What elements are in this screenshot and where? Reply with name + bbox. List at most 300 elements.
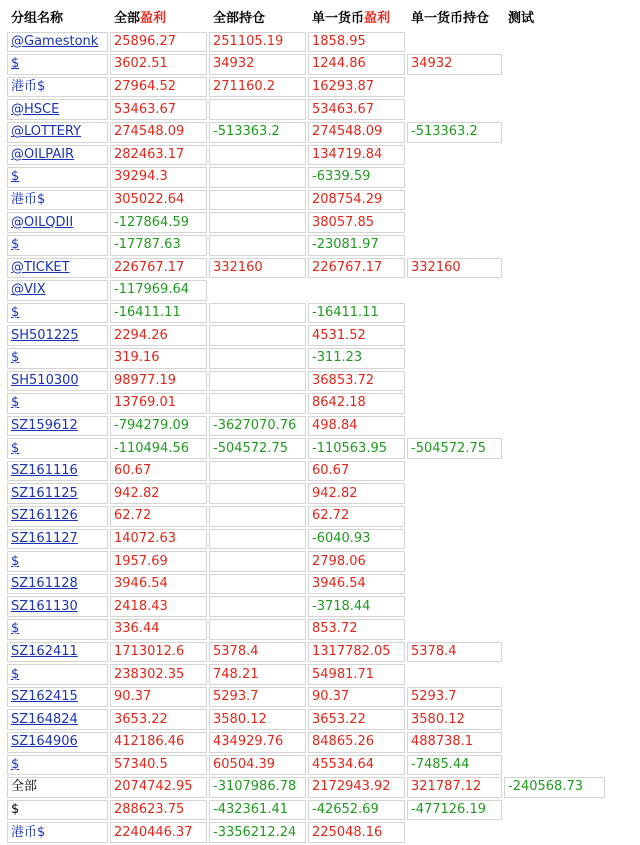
- value-cell: -513363.2: [209, 122, 306, 143]
- value-cell: -127864.59: [110, 212, 207, 233]
- table-row: [7, 529, 605, 550]
- value-cell: 5378.4: [407, 642, 502, 663]
- empty-cell: [504, 167, 605, 188]
- value-cell: 53463.67: [110, 99, 207, 120]
- table-row: [7, 642, 605, 663]
- empty-cell: [504, 416, 605, 437]
- table-row: [7, 99, 605, 120]
- group-name-cell[interactable]: [7, 303, 108, 324]
- group-link[interactable]: $: [11, 237, 20, 253]
- value-cell: [209, 551, 306, 572]
- empty-cell: [504, 506, 605, 527]
- group-label: 港币$: [11, 824, 46, 840]
- empty-cell: [504, 483, 605, 504]
- group-name-cell: [7, 777, 108, 798]
- table-row: [7, 212, 605, 233]
- column-header: [407, 9, 502, 30]
- value-cell: 226767.17: [308, 258, 405, 279]
- value-cell: -6040.93: [308, 529, 405, 550]
- value-cell: 434929.76: [209, 732, 306, 753]
- group-label: $: [11, 802, 20, 818]
- value-cell: -117969.64: [110, 280, 207, 301]
- table-row: [7, 145, 605, 166]
- value-cell: 332160: [209, 258, 306, 279]
- empty-cell: [407, 619, 502, 640]
- value-cell: -477126.19: [407, 800, 502, 821]
- group-name-cell[interactable]: [7, 348, 108, 369]
- table-row: [7, 348, 605, 369]
- table-body: [7, 32, 605, 843]
- group-link[interactable]: SZ162415: [11, 689, 78, 705]
- value-cell: -432361.41: [209, 800, 306, 821]
- value-cell: 282463.17: [110, 145, 207, 166]
- empty-cell: [504, 755, 605, 776]
- group-link[interactable]: $: [11, 305, 20, 321]
- group-name-cell[interactable]: [7, 619, 108, 640]
- table-row: [7, 167, 605, 188]
- group-link[interactable]: @Gamestonk: [11, 33, 99, 49]
- group-link[interactable]: @VIX: [11, 282, 46, 298]
- table-row: [7, 800, 605, 821]
- value-cell: 3580.12: [407, 709, 502, 730]
- group-link[interactable]: @TICKET: [11, 259, 70, 275]
- empty-cell: [504, 190, 605, 211]
- value-cell: 4531.52: [308, 325, 405, 346]
- value-cell: 3653.22: [308, 709, 405, 730]
- group-link[interactable]: $: [11, 169, 20, 185]
- group-name-cell[interactable]: [7, 551, 108, 572]
- empty-cell: [407, 393, 502, 414]
- group-link[interactable]: $: [11, 553, 20, 569]
- group-name-cell[interactable]: [7, 732, 108, 753]
- empty-cell: [504, 709, 605, 730]
- value-cell: 1317782.05: [308, 642, 405, 663]
- value-cell: 942.82: [308, 483, 405, 504]
- empty-cell: [504, 732, 605, 753]
- group-label: 全部: [11, 779, 38, 795]
- empty-cell: [407, 303, 502, 324]
- value-cell: 498.84: [308, 416, 405, 437]
- empty-cell: [504, 212, 605, 233]
- empty-cell: [504, 348, 605, 369]
- value-cell: [209, 529, 306, 550]
- value-cell: 412186.46: [110, 732, 207, 753]
- value-cell: 5293.7: [407, 687, 502, 708]
- table-row: [7, 732, 605, 753]
- value-cell: [209, 145, 306, 166]
- value-cell: 274548.09: [308, 122, 405, 143]
- group-name-cell[interactable]: [7, 280, 108, 301]
- value-cell: 226767.17: [110, 258, 207, 279]
- value-cell: 288623.75: [110, 800, 207, 821]
- column-header: [110, 9, 207, 30]
- table-row: [7, 664, 605, 685]
- value-cell: [209, 190, 306, 211]
- group-name-cell[interactable]: [7, 596, 108, 617]
- column-header: [504, 9, 605, 30]
- empty-cell: [407, 167, 502, 188]
- value-cell: 2074742.95: [110, 777, 207, 798]
- value-cell: 60.67: [308, 461, 405, 482]
- empty-cell: [504, 393, 605, 414]
- group-link[interactable]: SZ161126: [11, 508, 78, 524]
- value-cell: 62.72: [308, 506, 405, 527]
- value-cell: -17787.63: [110, 235, 207, 256]
- group-name-cell[interactable]: [7, 212, 108, 233]
- value-cell: 2172943.92: [308, 777, 405, 798]
- group-link[interactable]: SZ161125: [11, 485, 78, 501]
- value-cell: 251105.19: [209, 32, 306, 53]
- table-row: [7, 574, 605, 595]
- table-row: [7, 393, 605, 414]
- value-cell: 60.67: [110, 461, 207, 482]
- group-link[interactable]: SZ159612: [11, 417, 78, 433]
- table-row: [7, 416, 605, 437]
- value-cell: 14072.63: [110, 529, 207, 550]
- group-link[interactable]: $: [11, 395, 20, 411]
- value-cell: -110563.95: [308, 438, 405, 459]
- empty-cell: [308, 280, 405, 301]
- empty-cell: [504, 574, 605, 595]
- empty-cell: [407, 325, 502, 346]
- group-link[interactable]: SZ164906: [11, 734, 78, 750]
- value-cell: 1244.86: [308, 54, 405, 75]
- value-cell: -504572.75: [407, 438, 502, 459]
- value-cell: 134719.84: [308, 145, 405, 166]
- header-text: 全部: [114, 11, 141, 27]
- table-row: [7, 258, 605, 279]
- value-cell: 2798.06: [308, 551, 405, 572]
- group-name-cell[interactable]: [7, 145, 108, 166]
- empty-cell: [504, 54, 605, 75]
- value-cell: 332160: [407, 258, 502, 279]
- empty-cell: [407, 99, 502, 120]
- value-cell: 62.72: [110, 506, 207, 527]
- empty-cell: [504, 461, 605, 482]
- value-cell: 319.16: [110, 348, 207, 369]
- value-cell: 16293.87: [308, 77, 405, 98]
- value-cell: 1713012.6: [110, 642, 207, 663]
- value-cell: 25896.27: [110, 32, 207, 53]
- group-name-cell[interactable]: [7, 235, 108, 256]
- value-cell: [209, 596, 306, 617]
- value-cell: 3602.51: [110, 54, 207, 75]
- value-cell: 3653.22: [110, 709, 207, 730]
- group-link[interactable]: SH510300: [11, 372, 79, 388]
- empty-cell: [504, 99, 605, 120]
- header-highlight: 盈利: [364, 11, 391, 27]
- group-name-cell[interactable]: [7, 325, 108, 346]
- group-name-cell: [7, 77, 108, 98]
- table-row: [7, 596, 605, 617]
- value-cell: [209, 212, 306, 233]
- group-link[interactable]: SZ161128: [11, 576, 78, 592]
- value-cell: 34932: [209, 54, 306, 75]
- empty-cell: [504, 235, 605, 256]
- value-cell: 3946.54: [110, 574, 207, 595]
- value-cell: 98977.19: [110, 371, 207, 392]
- value-cell: 2418.43: [110, 596, 207, 617]
- value-cell: [209, 303, 306, 324]
- empty-cell: [407, 551, 502, 572]
- value-cell: [209, 99, 306, 120]
- group-name-cell[interactable]: [7, 755, 108, 776]
- table-row: [7, 438, 605, 459]
- empty-cell: [504, 325, 605, 346]
- empty-cell: [407, 461, 502, 482]
- header-text: 单一货币持仓: [411, 11, 490, 27]
- value-cell: 60504.39: [209, 755, 306, 776]
- table-row: [7, 687, 605, 708]
- value-cell: 1957.69: [110, 551, 207, 572]
- group-link[interactable]: $: [11, 666, 20, 682]
- empty-cell: [504, 551, 605, 572]
- empty-cell: [504, 145, 605, 166]
- value-cell: 271160.2: [209, 77, 306, 98]
- value-cell: 853.72: [308, 619, 405, 640]
- empty-cell: [504, 438, 605, 459]
- value-cell: 45534.64: [308, 755, 405, 776]
- table-row: [7, 190, 605, 211]
- value-cell: 208754.29: [308, 190, 405, 211]
- empty-cell: [504, 280, 605, 301]
- group-name-cell[interactable]: [7, 99, 108, 120]
- column-header: [209, 9, 306, 30]
- table-row: [7, 777, 605, 798]
- table-row: [7, 325, 605, 346]
- value-cell: 2294.26: [110, 325, 207, 346]
- group-label: 港币$: [11, 79, 46, 95]
- table-row: [7, 461, 605, 482]
- empty-cell: [504, 800, 605, 821]
- empty-cell: [407, 235, 502, 256]
- value-cell: -513363.2: [407, 122, 502, 143]
- value-cell: 488738.1: [407, 732, 502, 753]
- value-cell: 321787.12: [407, 777, 502, 798]
- value-cell: 5293.7: [209, 687, 306, 708]
- group-name-cell[interactable]: [7, 393, 108, 414]
- group-name-cell: [7, 190, 108, 211]
- empty-cell: [407, 416, 502, 437]
- group-name-cell[interactable]: [7, 506, 108, 527]
- empty-cell: [504, 619, 605, 640]
- empty-cell: [504, 642, 605, 663]
- empty-cell: [504, 596, 605, 617]
- value-cell: -794279.09: [110, 416, 207, 437]
- group-link[interactable]: SZ161127: [11, 530, 78, 546]
- table-row: [7, 619, 605, 640]
- empty-cell: [504, 122, 605, 143]
- header-text: 全部持仓: [213, 11, 266, 27]
- group-link[interactable]: @LOTTERY: [11, 124, 82, 140]
- value-cell: 3580.12: [209, 709, 306, 730]
- table-row: [7, 371, 605, 392]
- group-name-cell[interactable]: [7, 32, 108, 53]
- empty-cell: [209, 280, 306, 301]
- header-text: 分组名称: [11, 11, 64, 27]
- value-cell: 90.37: [308, 687, 405, 708]
- empty-cell: [504, 303, 605, 324]
- group-label: 港币$: [11, 192, 46, 208]
- header-row: [7, 9, 605, 30]
- group-name-cell: [7, 822, 108, 843]
- group-link[interactable]: @OILPAIR: [11, 146, 75, 162]
- group-link[interactable]: SZ161130: [11, 598, 78, 614]
- empty-cell: [407, 371, 502, 392]
- value-cell: 225048.16: [308, 822, 405, 843]
- group-name-cell[interactable]: [7, 258, 108, 279]
- table-row: [7, 303, 605, 324]
- value-cell: [209, 461, 306, 482]
- group-link[interactable]: SH501225: [11, 327, 79, 343]
- column-header: [308, 9, 405, 30]
- value-cell: 90.37: [110, 687, 207, 708]
- table-row: [7, 280, 605, 301]
- value-cell: [209, 574, 306, 595]
- value-cell: [209, 325, 306, 346]
- value-cell: -23081.97: [308, 235, 405, 256]
- group-name-cell[interactable]: [7, 483, 108, 504]
- empty-cell: [407, 145, 502, 166]
- empty-cell: [504, 258, 605, 279]
- table-row: [7, 709, 605, 730]
- empty-cell: [407, 596, 502, 617]
- value-cell: -3627070.76: [209, 416, 306, 437]
- group-name-cell[interactable]: [7, 461, 108, 482]
- group-link[interactable]: @OILQDII: [11, 214, 74, 230]
- group-link[interactable]: SZ164824: [11, 711, 78, 727]
- group-name-cell[interactable]: [7, 416, 108, 437]
- table-row: [7, 506, 605, 527]
- value-cell: [209, 506, 306, 527]
- empty-cell: [504, 77, 605, 98]
- value-cell: 1858.95: [308, 32, 405, 53]
- group-name-cell[interactable]: [7, 122, 108, 143]
- value-cell: 8642.18: [308, 393, 405, 414]
- empty-cell: [407, 32, 502, 53]
- empty-cell: [504, 664, 605, 685]
- group-name-cell[interactable]: [7, 709, 108, 730]
- value-cell: -6339.59: [308, 167, 405, 188]
- table-row: [7, 32, 605, 53]
- table-row: [7, 755, 605, 776]
- group-name-cell[interactable]: [7, 371, 108, 392]
- empty-cell: [407, 77, 502, 98]
- empty-cell: [504, 687, 605, 708]
- value-cell: -504572.75: [209, 438, 306, 459]
- value-cell: -16411.11: [308, 303, 405, 324]
- value-cell: -110494.56: [110, 438, 207, 459]
- value-cell: 238302.35: [110, 664, 207, 685]
- value-cell: [209, 619, 306, 640]
- value-cell: 54981.71: [308, 664, 405, 685]
- group-name-cell[interactable]: [7, 664, 108, 685]
- value-cell: -3718.44: [308, 596, 405, 617]
- group-name-cell[interactable]: [7, 574, 108, 595]
- value-cell: -3356212.24: [209, 822, 306, 843]
- group-link[interactable]: SZ162411: [11, 643, 78, 659]
- group-link[interactable]: SZ161116: [11, 463, 78, 479]
- value-cell: 53463.67: [308, 99, 405, 120]
- empty-cell: [504, 822, 605, 843]
- group-link[interactable]: @HSCE: [11, 101, 60, 117]
- table-row: [7, 822, 605, 843]
- value-cell: 34932: [407, 54, 502, 75]
- table-row: [7, 122, 605, 143]
- value-cell: [209, 393, 306, 414]
- empty-cell: [407, 574, 502, 595]
- value-cell: 3946.54: [308, 574, 405, 595]
- empty-cell: [504, 32, 605, 53]
- group-link[interactable]: $: [11, 350, 20, 366]
- value-cell: -311.23: [308, 348, 405, 369]
- table-row: [7, 235, 605, 256]
- table-row: [7, 77, 605, 98]
- empty-cell: [504, 529, 605, 550]
- table-row: [7, 483, 605, 504]
- value-cell: 5378.4: [209, 642, 306, 663]
- empty-cell: [407, 664, 502, 685]
- value-cell: 36853.72: [308, 371, 405, 392]
- group-link[interactable]: $: [11, 56, 20, 72]
- value-cell: -240568.73: [504, 777, 605, 798]
- group-name-cell[interactable]: [7, 529, 108, 550]
- value-cell: -16411.11: [110, 303, 207, 324]
- value-cell: 942.82: [110, 483, 207, 504]
- profit-table: [5, 7, 607, 845]
- value-cell: [209, 483, 306, 504]
- empty-cell: [407, 822, 502, 843]
- group-name-cell: [7, 800, 108, 821]
- header-highlight: 盈利: [140, 11, 167, 27]
- value-cell: 57340.5: [110, 755, 207, 776]
- empty-cell: [504, 371, 605, 392]
- value-cell: -3107986.78: [209, 777, 306, 798]
- value-cell: [209, 371, 306, 392]
- column-header: [7, 9, 108, 30]
- table-row: [7, 54, 605, 75]
- value-cell: 13769.01: [110, 393, 207, 414]
- empty-cell: [407, 529, 502, 550]
- value-cell: 38057.85: [308, 212, 405, 233]
- group-link[interactable]: $: [11, 756, 20, 772]
- group-name-cell[interactable]: [7, 642, 108, 663]
- value-cell: [209, 235, 306, 256]
- empty-cell: [407, 348, 502, 369]
- table-row: [7, 551, 605, 572]
- empty-cell: [407, 190, 502, 211]
- value-cell: 39294.3: [110, 167, 207, 188]
- value-cell: 274548.09: [110, 122, 207, 143]
- group-name-cell[interactable]: [7, 687, 108, 708]
- empty-cell: [407, 483, 502, 504]
- group-name-cell[interactable]: [7, 438, 108, 459]
- value-cell: 84865.26: [308, 732, 405, 753]
- empty-cell: [407, 506, 502, 527]
- value-cell: 748.21: [209, 664, 306, 685]
- group-link[interactable]: $: [11, 621, 20, 637]
- value-cell: 305022.64: [110, 190, 207, 211]
- header-text: 单一货币: [312, 11, 365, 27]
- group-name-cell[interactable]: [7, 167, 108, 188]
- value-cell: 2240446.37: [110, 822, 207, 843]
- group-name-cell[interactable]: [7, 54, 108, 75]
- value-cell: 27964.52: [110, 77, 207, 98]
- empty-cell: [407, 280, 502, 301]
- group-link[interactable]: $: [11, 440, 20, 456]
- value-cell: [209, 348, 306, 369]
- value-cell: 336.44: [110, 619, 207, 640]
